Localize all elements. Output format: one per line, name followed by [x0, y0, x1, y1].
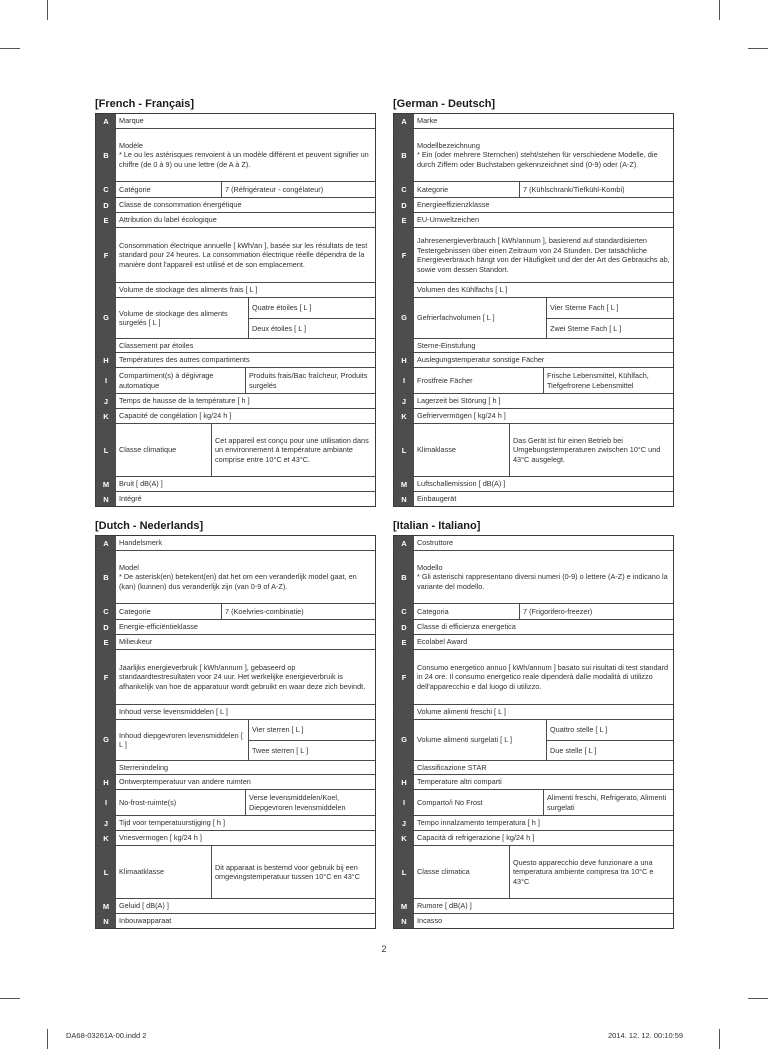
- fiche-row-f: [394, 228, 673, 283]
- row-split: [414, 604, 673, 619]
- fiche-row-c: [96, 604, 375, 620]
- frozen-food-volume-label: Gefrierfachvolumen [ L ]: [414, 298, 547, 338]
- row-value: Produits frais/Bac fraîcheur, Produits surgelés: [245, 368, 375, 393]
- row-letter-badge: I: [394, 368, 414, 393]
- frozen-food-volume: [116, 297, 375, 338]
- row-label: Classe climatique: [119, 445, 177, 455]
- crop-mark: [0, 998, 20, 999]
- row-label: Klimaklasse: [417, 445, 456, 455]
- row-letter-badge: B: [394, 551, 414, 603]
- row-letter-badge: A: [96, 536, 116, 550]
- row-value: 7 (Réfrigérateur - congélateur): [221, 182, 375, 197]
- crop-mark: [47, 1029, 48, 1049]
- row-description: Energie-efficiëntieklasse: [119, 622, 198, 632]
- row-split: [414, 846, 673, 898]
- row-letter-badge: C: [96, 604, 116, 619]
- star-compartments: [249, 720, 375, 760]
- footer-file-name: DA68-03261A-00.indd 2: [66, 1031, 147, 1040]
- row-description: Classe de consommation énergétique: [119, 200, 242, 210]
- four-star-volume: Quattro stelle [ L ]: [550, 725, 608, 734]
- fiche-row-f: [96, 650, 375, 705]
- fiche-row-e: [96, 635, 375, 650]
- fiche-row-l: [394, 846, 673, 899]
- row-description: Incasso: [417, 916, 443, 926]
- row-letter-badge: G: [394, 283, 414, 352]
- row-value: 7 (Kühlschrank/Tiefkühl-Kombi): [519, 182, 673, 197]
- row-value: Dit apparaat is bestemd voor gebruik bij een omgevingstemperatuur tussen 10°C en 43°C: [211, 846, 375, 898]
- crop-mark: [719, 1029, 720, 1049]
- row-description: Costruttore: [417, 538, 454, 548]
- row-letter-badge: C: [394, 604, 414, 619]
- row-description: Capacità di refrigerazione [ kg/24 h ]: [417, 833, 535, 843]
- storage-volume-group: [116, 283, 375, 352]
- fiche-row-k: [394, 409, 673, 424]
- row-label: Catégorie: [119, 184, 151, 194]
- fiche-row-c: [96, 182, 375, 198]
- row-split: [414, 182, 673, 197]
- row-description: Attribution du label écologique: [119, 215, 217, 225]
- fiche-row-e: [394, 213, 673, 228]
- fresh-food-volume: Volume alimenti freschi [ L ]: [417, 707, 506, 717]
- row-description: Tempo innalzamento temperatura [ h ]: [417, 818, 540, 828]
- row-description: Handelsmerk: [119, 538, 162, 548]
- two-star-volume: Due stelle [ L ]: [547, 740, 673, 761]
- row-letter-badge: B: [96, 551, 116, 603]
- fiche-row-k: [96, 831, 375, 846]
- row-split: [116, 846, 375, 898]
- row-split: [116, 790, 375, 815]
- row-letter-badge: A: [394, 536, 414, 550]
- fiche-row-c: [394, 604, 673, 620]
- fiche-row-m: [96, 477, 375, 492]
- fiche-row-i: [96, 368, 375, 394]
- row-letter-badge: N: [96, 492, 116, 506]
- row-description: Temperature altri comparti: [417, 777, 502, 787]
- row-label: Categoria: [417, 606, 449, 616]
- fiche-row-n: [394, 492, 673, 506]
- frozen-food-volume: [414, 297, 673, 338]
- row-letter-badge: M: [394, 477, 414, 491]
- frozen-food-volume: [414, 719, 673, 760]
- fiche-row-j: [394, 394, 673, 409]
- fiche-row-j: [96, 816, 375, 831]
- footer-timestamp: 2014. 12. 12. 00:10:59: [608, 1031, 684, 1040]
- fiche-row-d: [96, 198, 375, 213]
- row-letter-badge: J: [394, 394, 414, 408]
- row-letter-badge: H: [96, 353, 116, 367]
- fiche-row-a: [96, 114, 375, 129]
- row-value: Das Gerät ist für einen Betrieb bei Umgebungstemperaturen zwischen 10°C und 43°C ausgelegt.: [509, 424, 673, 476]
- product-fiche-table: [95, 113, 376, 507]
- fiche-row-n: [96, 492, 375, 506]
- row-letter-badge: B: [394, 129, 414, 181]
- row-value: Verse levensmiddelen/Koel, Diepgevroren levensmiddelen: [245, 790, 375, 815]
- section-title: [Italian - Italiano]: [393, 520, 481, 532]
- row-letter-badge: M: [394, 899, 414, 913]
- row-description: Luftschallemission [ dB(A) ]: [417, 479, 506, 489]
- row-letter-badge: L: [96, 846, 116, 898]
- storage-volume-group: [116, 705, 375, 774]
- row-description: Jahresenergieverbrauch [ kWh/annum ], basierend auf standardisierten Testergebnissen über einen Zeitraum von 24 Stunden. Der tatsächliche Energieverbrauch hängt von der Häufigkeit und der der Art des Gebrauchs ab, sowie vom dessen Standort.: [417, 236, 670, 274]
- section-title: [Dutch - Nederlands]: [95, 520, 204, 532]
- fiche-row-b: [394, 551, 673, 604]
- row-value: 7 (Frigorifero-freezer): [519, 604, 673, 619]
- row-value: 7 (Koelvries-combinatie): [221, 604, 375, 619]
- row-description: Températures des autres compartiments: [119, 355, 250, 365]
- row-letter-badge: C: [96, 182, 116, 197]
- star-compartments: [249, 298, 375, 338]
- fiche-row-a: [394, 536, 673, 551]
- row-split: [414, 790, 673, 815]
- row-letter-badge: F: [394, 650, 414, 704]
- row-value: Frische Lebensmittel, Kühlfach, Tiefgefrorene Lebensmittel: [543, 368, 673, 393]
- fiche-row-j: [96, 394, 375, 409]
- row-split: [116, 424, 375, 476]
- row-value: Questo apparecchio deve funzionare a una temperatura ambiente compresa tra 10°C e 43°C: [509, 846, 673, 898]
- product-fiche-table: [95, 535, 376, 929]
- crop-mark: [748, 998, 768, 999]
- fiche-row-g: [394, 283, 673, 353]
- row-letter-badge: H: [394, 353, 414, 367]
- row-letter-badge: I: [96, 368, 116, 393]
- row-letter-badge: D: [394, 198, 414, 212]
- row-label: Classe climatica: [417, 867, 470, 877]
- row-label: Frostfreie Fächer: [417, 375, 473, 385]
- row-description: Milieukeur: [119, 637, 153, 647]
- row-description: Modèle * Le ou les astérisques renvoient à un modèle différent et peuvent signifier un chiffre (de 0 à 9) ou une lettre (de A à Z).: [119, 140, 369, 169]
- row-description: Capacité de congélation [ kg/24 h ]: [119, 411, 232, 421]
- row-value: Cet appareil est conçu pour une utilisation dans un environnement à température ambiante comprise entre 10°C et 43°C.: [211, 424, 375, 476]
- row-description: Marque: [119, 116, 144, 126]
- crop-mark: [719, 0, 720, 20]
- row-letter-badge: F: [394, 228, 414, 282]
- row-description: Ecolabel Award: [417, 637, 468, 647]
- frozen-food-volume-label: Inhoud diepgevroren levensmiddelen [ L ]: [116, 720, 249, 760]
- fiche-row-e: [96, 213, 375, 228]
- fiche-row-f: [394, 650, 673, 705]
- fiche-row-f: [96, 228, 375, 283]
- row-letter-badge: L: [394, 424, 414, 476]
- fresh-food-volume: Volume de stockage des aliments frais [ L ]: [119, 285, 258, 295]
- section-title: [German - Deutsch]: [393, 98, 496, 110]
- fiche-row-j: [394, 816, 673, 831]
- storage-volume-group: [414, 283, 673, 352]
- row-letter-badge: F: [96, 650, 116, 704]
- fiche-row-b: [96, 129, 375, 182]
- fiche-row-e: [394, 635, 673, 650]
- row-description: Consumo energetico annuo [ kWh/annum ] basato sui risultati di test standard in 24 ore. Il consumo energetico reale dipenderà dalle modalità di utilizzo dell'apparecchio e dal luogo di utilizzo.: [417, 662, 669, 691]
- fiche-row-l: [96, 424, 375, 477]
- fiche-row-k: [394, 831, 673, 846]
- fiche-row-h: [96, 353, 375, 368]
- row-letter-badge: J: [96, 816, 116, 830]
- product-fiche-table: [393, 113, 674, 507]
- row-value: Alimenti freschi, Refrigerato, Alimenti surgelati: [543, 790, 673, 815]
- row-letter-badge: D: [394, 620, 414, 634]
- row-description: Jaarlijks energieverbruik [ kWh/annum ], gebaseerd op standaardtestresultaten voor 24 uur. Het werkelijke energieverbruik is afhankelijk van hoe de apparatuur wordt gebruikt en waar deze zich bevindt.: [119, 662, 366, 691]
- row-label: Comparto/i No Frost: [417, 797, 483, 807]
- fiche-row-a: [394, 114, 673, 129]
- row-description: Modello * Gli asterischi rappresentano diversi numeri (0-9) o lettere (A-Z) e indicano la variante del modello.: [417, 562, 668, 591]
- star-rating: Classificazione STAR: [414, 760, 673, 774]
- row-letter-badge: H: [394, 775, 414, 789]
- row-letter-badge: F: [96, 228, 116, 282]
- row-split: [116, 182, 375, 197]
- row-description: Model * De asterisk(en) betekent(en) dat het om een veranderlijk model gaat, en (kan) (kunnen) dus veranderlijk zijn (van 0-9 of A-Z).: [119, 562, 357, 591]
- star-rating: Sterrenindeling: [116, 760, 375, 774]
- fiche-row-h: [96, 775, 375, 790]
- row-description: Lagerzeit bei Störung [ h ]: [417, 396, 501, 406]
- frozen-food-volume: [116, 719, 375, 760]
- fiche-row-c: [394, 182, 673, 198]
- row-letter-badge: E: [96, 635, 116, 649]
- two-star-volume: Zwei Sterne Fach [ L ]: [547, 318, 673, 339]
- row-description: Modellbezeichnung * Ein (oder mehrere Sternchen) steht/stehen für verschiedene Modelle, die durch Ziffern oder Buchstaben gekennzeichnet sind (0-9) oder (A-Z).: [417, 140, 658, 169]
- row-letter-badge: D: [96, 620, 116, 634]
- frozen-food-volume-label: Volume de stockage des aliments surgelés [ L ]: [116, 298, 249, 338]
- fiche-row-m: [394, 477, 673, 492]
- row-letter-badge: N: [96, 914, 116, 928]
- fiche-row-a: [96, 536, 375, 551]
- fiche-row-h: [394, 775, 673, 790]
- fresh-food-volume: Volumen des Kühlfachs [ L ]: [417, 285, 508, 295]
- row-letter-badge: E: [394, 635, 414, 649]
- row-letter-badge: I: [394, 790, 414, 815]
- row-description: Intégré: [119, 494, 142, 504]
- section-italian: [393, 519, 674, 929]
- fiche-row-g: [96, 283, 375, 353]
- row-letter-badge: G: [394, 705, 414, 774]
- row-letter-badge: H: [96, 775, 116, 789]
- fiche-row-b: [394, 129, 673, 182]
- fiche-row-n: [96, 914, 375, 928]
- row-description: Temps de hausse de la température [ h ]: [119, 396, 250, 406]
- crop-mark: [748, 48, 768, 49]
- frozen-food-volume-label: Volume alimenti surgelati [ L ]: [414, 720, 547, 760]
- fiche-row-d: [394, 620, 673, 635]
- row-label: Kategorie: [417, 184, 449, 194]
- row-description: Classe di efficienza energetica: [417, 622, 516, 632]
- star-rating: Sterne-Einstufung: [414, 338, 673, 352]
- row-split: [116, 368, 375, 393]
- fiche-row-i: [394, 368, 673, 394]
- row-letter-badge: I: [96, 790, 116, 815]
- fiche-row-l: [394, 424, 673, 477]
- row-description: Auslegungstemperatur sonstige Fächer: [417, 355, 545, 365]
- fiche-row-g: [96, 705, 375, 775]
- row-letter-badge: J: [96, 394, 116, 408]
- row-description: Rumore [ dB(A) ]: [417, 901, 472, 911]
- row-letter-badge: M: [96, 477, 116, 491]
- row-letter-badge: A: [96, 114, 116, 128]
- row-letter-badge: E: [394, 213, 414, 227]
- star-compartments: [547, 298, 673, 338]
- crop-mark: [47, 0, 48, 20]
- row-description: Consommation électrique annuelle [ kWh/an ], basée sur les résultats de test standard pour 24 heures. La consommation électrique réelle dépendra de la manière dont l'appareil est utilisé et de son emplacement.: [119, 240, 368, 269]
- row-description: Tijd voor temperatuurstijging [ h ]: [119, 818, 225, 828]
- row-letter-badge: L: [96, 424, 116, 476]
- row-description: Ontwerptemperatuur van andere ruimten: [119, 777, 251, 787]
- row-description: Geluid [ dB(A) ]: [119, 901, 169, 911]
- fresh-food-volume: Inhoud verse levensmiddelen [ L ]: [119, 707, 228, 717]
- row-letter-badge: L: [394, 846, 414, 898]
- four-star-volume: Vier sterren [ L ]: [252, 725, 304, 734]
- page-number: 2: [381, 944, 387, 954]
- two-star-volume: Deux étoiles [ L ]: [249, 318, 375, 339]
- row-description: Marke: [417, 116, 438, 126]
- row-label: No-frost-ruimte(s): [119, 797, 177, 807]
- fiche-row-d: [394, 198, 673, 213]
- row-letter-badge: N: [394, 914, 414, 928]
- row-letter-badge: J: [394, 816, 414, 830]
- fiche-row-m: [96, 899, 375, 914]
- fiche-row-l: [96, 846, 375, 899]
- row-letter-badge: G: [96, 283, 116, 352]
- fiche-row-n: [394, 914, 673, 928]
- row-description: Inbouwapparaat: [119, 916, 172, 926]
- crop-mark: [0, 48, 20, 49]
- fiche-row-i: [96, 790, 375, 816]
- section-german: [393, 97, 674, 507]
- section-dutch: [95, 519, 376, 929]
- fiche-row-m: [394, 899, 673, 914]
- row-letter-badge: A: [394, 114, 414, 128]
- row-description: Vriesvermogen [ kg/24 h ]: [119, 833, 202, 843]
- row-label: Compartiment(s) à dégivrage automatique: [119, 371, 214, 390]
- star-compartments: [547, 720, 673, 760]
- row-letter-badge: D: [96, 198, 116, 212]
- row-description: Einbaugerät: [417, 494, 457, 504]
- row-letter-badge: K: [394, 409, 414, 423]
- row-split: [414, 424, 673, 476]
- four-star-volume: Quatre étoiles [ L ]: [252, 303, 312, 312]
- row-description: Energieeffizienzklasse: [417, 200, 490, 210]
- row-letter-badge: C: [394, 182, 414, 197]
- row-split: [116, 604, 375, 619]
- storage-volume-group: [414, 705, 673, 774]
- row-letter-badge: K: [96, 831, 116, 845]
- row-label: Categorie: [119, 606, 151, 616]
- section-title: [French - Français]: [95, 98, 195, 110]
- fiche-row-d: [96, 620, 375, 635]
- row-description: Gefriervermögen [ kg/24 h ]: [417, 411, 506, 421]
- row-letter-badge: B: [96, 129, 116, 181]
- row-letter-badge: G: [96, 705, 116, 774]
- star-rating: Classement par étoiles: [116, 338, 375, 352]
- product-fiche-table: [393, 535, 674, 929]
- row-letter-badge: E: [96, 213, 116, 227]
- row-letter-badge: N: [394, 492, 414, 506]
- row-letter-badge: K: [394, 831, 414, 845]
- fiche-row-h: [394, 353, 673, 368]
- row-label: Klimaatklasse: [119, 867, 165, 877]
- four-star-volume: Vier Sterne Fach [ L ]: [550, 303, 619, 312]
- fiche-row-g: [394, 705, 673, 775]
- fiche-row-b: [96, 551, 375, 604]
- section-french: [95, 97, 376, 507]
- fiche-row-i: [394, 790, 673, 816]
- two-star-volume: Twee sterren [ L ]: [249, 740, 375, 761]
- row-description: Bruit [ dB(A) ]: [119, 479, 163, 489]
- row-split: [414, 368, 673, 393]
- row-description: EU-Umweltzeichen: [417, 215, 480, 225]
- fiche-row-k: [96, 409, 375, 424]
- row-letter-badge: K: [96, 409, 116, 423]
- row-letter-badge: M: [96, 899, 116, 913]
